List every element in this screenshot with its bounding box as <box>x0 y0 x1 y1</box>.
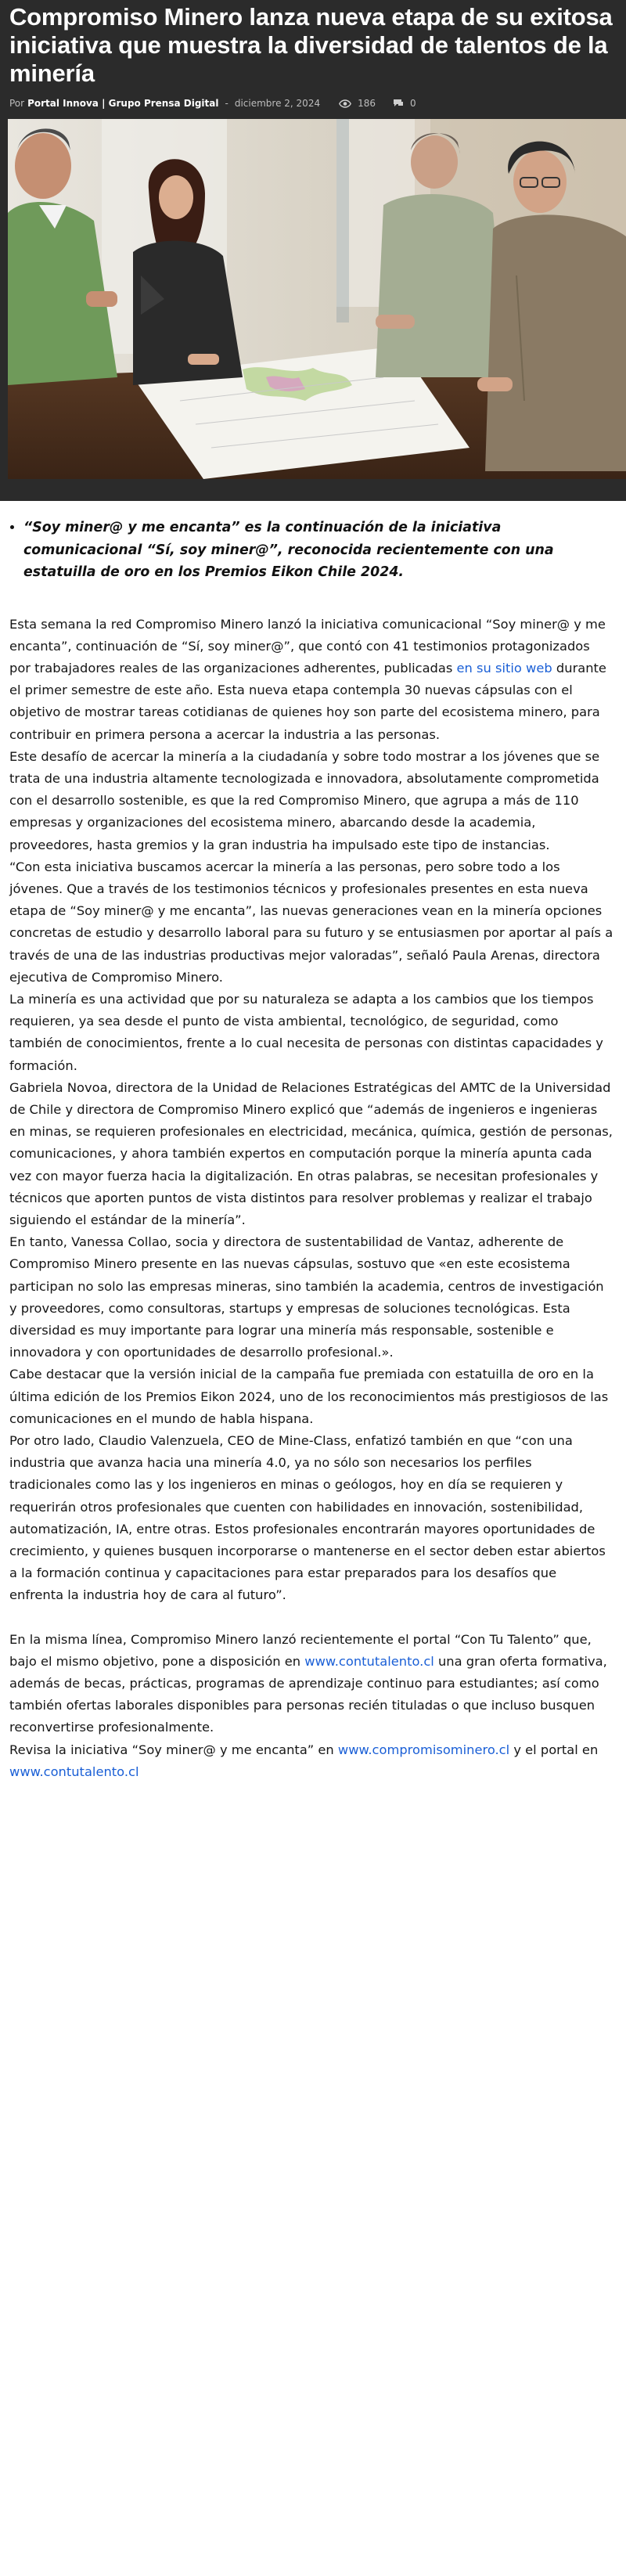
lead-text: • “Soy miner@ y me encanta” es la continuación de la iniciativa comunicacional “Sí, soy miner@”, reconocida recientemente con una estatuilla de oro en los Premios Eikon Chile 2024. <box>23 517 613 584</box>
paragraph <box>9 1629 613 1739</box>
by-label: Por <box>9 98 25 109</box>
paragraph-text: Revisa la iniciativa “Soy miner@ y me encanta” en <box>9 1742 338 1757</box>
paragraph <box>9 1739 613 1783</box>
paragraph: La minería es una actividad que por su naturaleza se adapta a los cambios que los tiempos requieren, ya sea desde el punto de vista ambiental, tecnológico, de seguridad, como también de conocimientos, frente a lo cual necesita de personas con distintas capacidades y formación. <box>9 991 603 1073</box>
paragraph <box>9 614 613 746</box>
paragraph: Este desafío de acercar la minería a la ciudadanía y sobre todo mostrar a los jóvenes que se trata de una industria altamente tecnologizada e innovadora, absolutamente comprometida con el desarrollo sostenible, es que la red Compromiso Minero, que agrupa a más de 110 empresas y organizaciones del ecosistema minero, abarcando desde la academia, proveedores, hasta gremios y la gran industria ha impulsado este tipo de instancias. <box>9 748 600 852</box>
meta-separator: - <box>225 98 228 109</box>
contutalento-link-2[interactable]: www.contutalento.cl <box>9 1764 139 1779</box>
paragraph: Gabriela Novoa, directora de la Unidad de Relaciones Estratégicas del AMTC de la Universidad de Chile y directora de Compromiso Minero explicó que “además de ingenieros e ingenieras en minas, se requieren profesionales en electricidad, mecánica, química, gestión de personas, comunicaciones, y ahora también expertos en computación porque la minería apunta cada vez con mayor fuerza hacia la digitalización. En otras palabras, se necesitan profesionales y técnicos que aporten puntos de vista distintos para resolver problemas y realizar el trabajo siguiendo el estándar de la minería”. <box>9 1079 613 1227</box>
comments-value: 0 <box>410 98 416 109</box>
comment-icon <box>393 99 404 108</box>
paragraph-text: una gran oferta formativa, además de becas, prácticas, programas de aprendizaje continuo para estudiantes; así como también ofertas laborales disponibles para personas recién tituladas o que incluso busquen reconvertirse profesionalmente. <box>9 1653 607 1735</box>
compromisominero-link[interactable]: www.compromisominero.cl <box>337 1742 510 1757</box>
article-body <box>0 517 626 1783</box>
lead-list <box>9 517 613 584</box>
paragraph-text: Esta semana la red Compromiso Minero lanzó la iniciativa comunicacional “Soy miner@ y me encanta”, continuación de “Sí, soy miner@”, que contó con 41 testimonios protagonizados por trabajadores reales de las organizaciones adherentes, publicadas <box>9 616 606 676</box>
publish-date: diciembre 2, 2024 <box>234 98 321 109</box>
paragraph-text: En la misma línea, Compromiso Minero lanzó recientemente el portal “Con Tu Talento” que, bajo el mismo objetivo, pone a disposición en <box>9 1631 592 1669</box>
paragraph-text: durante el primer semestre de este año. Esta nueva etapa contempla 30 nuevas cápsulas con el objetivo de mostrar tareas cotidianas de quienes hoy son parte del ecosistema minero, para contribuir en primera persona a acercar la industria a las personas. <box>9 660 606 742</box>
paragraph: En tanto, Vanessa Collao, socia y directora de sustentabilidad de Vantaz, adherente de Compromiso Minero presente en las nuevas cápsulas, sostuvo que «en este ecosistema participan no solo las empresas mineras, sino también la academia, centros de investigación y proveedores, como consultoras, startups y empresas de soluciones tecnológicas. Esta diversidad es muy importante para lograr una minería más responsable, sostenible e innovadora y con oportunidades de desarrollo profesional.». <box>9 1234 604 1360</box>
contutalento-link[interactable]: www.contutalento.cl <box>304 1653 434 1669</box>
views-count <box>339 98 376 109</box>
article-title: Compromiso Minero lanza nueva etapa de su exitosa iniciativa que muestra la diversidad de talentos de la minería <box>9 3 613 87</box>
site-link[interactable]: en su sitio web <box>456 660 552 676</box>
paragraph: “Con esta iniciativa buscamos acercar la minería a las personas, pero sobre todo a los jóvenes. Que a través de los testimonios técnicos y profesionales presentes en esta nueva etapa de “Soy miner@ y me encanta”, las nuevas generaciones vean en la minería opciones concretas de estudio y desarrollo laboral para su futuro y se entusiasmen por aportar al país a través de una de las industrias productivas mejor valoradas”, señaló Paula Arenas, directora ejecutiva de Compromiso Minero. <box>9 859 613 985</box>
article-meta <box>9 95 617 111</box>
comments-count[interactable] <box>393 98 416 109</box>
eye-icon <box>339 99 351 108</box>
paragraph-text: y el portal en <box>509 1742 599 1757</box>
article-header <box>0 0 626 119</box>
paragraph: Cabe destacar que la versión inicial de la campaña fue premiada con estatuilla de oro en la última edición de los Premios Eikon 2024, uno de los reconocimientos más prestigiosos de las comunicaciones en el mundo de habla hispana. <box>9 1367 609 1426</box>
featured-image-wrap <box>0 119 626 501</box>
featured-image <box>8 119 626 479</box>
views-value: 186 <box>358 98 376 109</box>
author-link[interactable]: Portal Innova | Grupo Prensa Digital <box>27 98 219 109</box>
paragraph: Por otro lado, Claudio Valenzuela, CEO de Mine-Class, enfatizó también en que “con una industria que avanza hacia una minería 4.0, ya no sólo son necesarios los perfiles tradicionales como las y los ingenieros en minas o geólogos, hoy en día se requieren y requerirán otros profesionales que cuenten con habilidades en innovación, sostenibilidad, automatización, IA, entre otras. Estos profesionales encontrarán mayores oportunidades de crecimiento, y quienes busquen incorporarse o mantenerse en el sector deben estar abiertos a la formación continua y capacitaciones para estar preparados para los desafíos que enfrenta la industria hoy de cara al futuro”. <box>9 1433 606 1603</box>
